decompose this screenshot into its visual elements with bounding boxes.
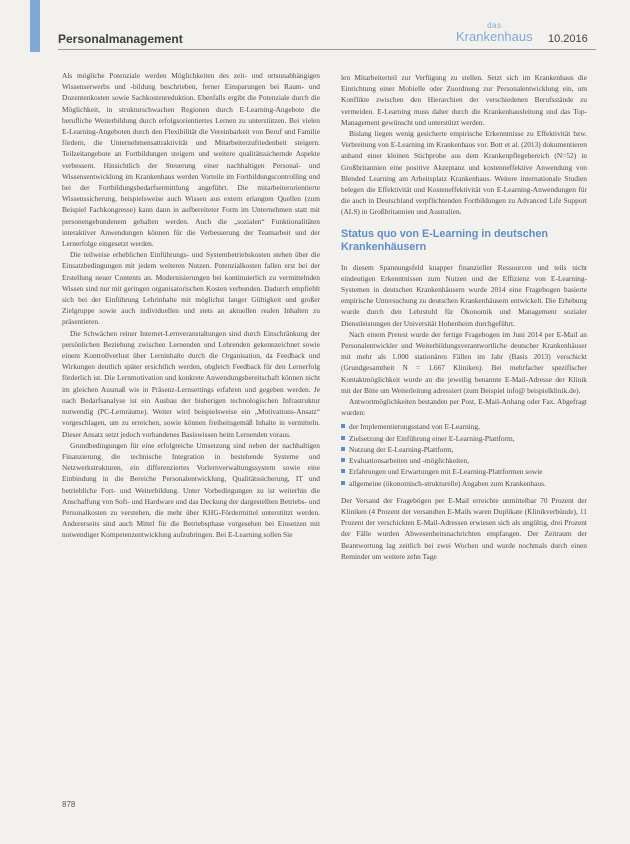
list-item: Erfahrungen und Erwartungen mit E-Learning-Plattformen sowie bbox=[341, 466, 587, 477]
paragraph: Antwortmöglichkeiten bestanden per Post, E-Mail-Anhang oder Fax. Abgefragt wurden: bbox=[341, 397, 587, 418]
list-item: der Implementierungsstand von E-Learning, bbox=[341, 421, 587, 432]
survey-topics-list bbox=[341, 421, 587, 488]
paragraph: Der Versand der Fragebögen per E-Mail erreichte unmittelbar 70 Prozent der Kliniken (4 Prozent der versandten E-Mails waren Duplikate (Klinikverbünde), 11 Prozent der verschickten E-Mail-Adressen erwiesen sich als ungültig, drei Prozent der Fälle wurden Abwesenheitsnachrichten empfangen. Der Zeitraum der Beantwortung lag zeitlich bei zwei Wochen und wurde nochmals durch einen Reminder um weitere zehn Tage bbox=[341, 495, 587, 561]
paragraph: Grundbedingungen für eine erfolgreiche Umsetzung sind neben der nachhaltigen Finanzierung die technische Integration in bestehende Systeme und Netzwerkstrukturen, ein differenziertes Vorlernverwaltungssystem sowie eine Einbindung in die Bereiche Personalentwicklung, Qualitätssicherung, IT und betriebliche Fort- und Weiterbildung. Unter Vorbedingungen zu ist weiterhin die Anschaffung von Soft- und Hardware und das Deckung der dargestellten Betriebs- und Personalkosten zu verstehen, die mehr über KHG-Fördermittel unterstützt werden. Andererseits sind auch Mittel für die Betriebsphase vorgesehen bei Einsetzen mit notwendiger Kompetenzentwicklung aufzubringen. Bei E-Learning sollen Sie bbox=[62, 440, 320, 540]
running-header-section: Personalmanagement bbox=[58, 32, 183, 46]
list-item: allgemeine (ökonomisch-strukturelle) Angaben zum Krankenhaus. bbox=[341, 478, 587, 489]
paragraph: Als mögliche Potenziale werden Möglichkeiten des zeit- und ortsunabhängigen Wissenserwerbs und -bildung beschrieben, ferner Einsparungen bei Raum- und Dozentenkosten sowie Sachkostenreduktion. Ebenfalls ergibt die Potenziale durch die Möglichkeit, in strukturschwachen Regionen durch E-Learning-Angebote die berufliche Weiterbildung durch erfolgsorientiertes Lernen zu unterstützen. Bei vielen E-Learning-Angeboten durch den Flexibilität die Vereinbarkeit von Beruf und Familie fördern, die Unternehmensattraktivität und Mitarbeiterzufriedenheit steigern. Teilzeitangebote an Fortbildungen steigern und weitere qualitätssichernde Aspekte verbessern. Hinsichtlich der Steuerung einer nachhaltigen Personal- und Wissensentwicklung im Krankenhaus werden Vorteile im Fortbildungscontrolling und bei der Fortbildungsbedarfsermittlung angeführt. Die mitarbeiterorientierte Wissenssicherung, beispielsweise auch Wissen aus extern erlangten Quellen (zum Beispiel Fachkongresse) kann dann in aufbereiteter Form im Unternehmen statt mit personengebundenem gehalten werden. Auch die „sozialen“ Funktionalitäten interaktiver Anwendungen können für die Verbesserung der Teamarbeit und der Lernerfolge eingesetzt werden. bbox=[62, 71, 320, 249]
list-item: Zielsetzung der Einführung einer E-Learning-Plattform, bbox=[341, 433, 587, 444]
section-heading: Status quo von E-Learning in deutschen Krankenhäusern bbox=[341, 227, 548, 253]
right-column bbox=[341, 72, 587, 562]
page-number: 878 bbox=[62, 800, 76, 809]
list-item: Nutzung der E-Learning-Plattform, bbox=[341, 444, 587, 455]
paragraph: len Mitarbeiterteil zur Verfügung zu stellen. Setzt sich im Krankenhaus die Einrichtung einer Mobielle oder Zuordnung zur Personalentwicklung ein, um Konflikte zwischen den Hierarchien der verschiedenen Berufsstände zu vermeiden. E-Learning muss daher durch die Krankenhausleitung und das Top-Management gewünscht und unterstützt werden. bbox=[341, 73, 587, 127]
paragraph: Die Schwächen reiner Internet-Lernveranstaltungen sind durch Einschränkung der persönlichen Beziehung zwischen Lernenden und Lehrenden gekennzeichnet sowie einem Kontrollverlust über Lerninhalte durch die Organisation, da Feedback und Wirkungen deutlich später ersichtlich werden, obgleich Feedback für den Lernerfolg förderlich ist. Die Lernmotivation und konkrete Anwendungsbereitschaft können nicht im gleichen Ausmaß wie in Präsenz-Lernsettings erfahren und gegeben werden. Je nach Bedarfsanalyse ist ein Ausbau der bisherigen technologischen Infrastruktur notwendig (PC-Lernräume). Weiter wird beispielsweise ein „Motivations-Ansatz“ vorgeschlagen, um zu erreichen, sowie können freiheitsgemäß Inhalte in vermitteln. Dieser Ansatz setzt jedoch vorhandenes Basiswissen beim Lernenden voraus. bbox=[62, 328, 320, 439]
header-divider bbox=[58, 49, 596, 50]
paragraph: Nach einem Pretest wurde der fertige Fragebogen im Juni 2014 per E-Mail an Personalentwickler und Weiterbildungsverantwortliche deutscher Krankenhäuser mit mehr als 1.000 stationären Fällen im Jahr (Basis 2013) verschickt (Grundgesamtheit N = 1.667 Kliniken). Bei mehrfacher spezifischer Kontaktmöglichkeit wurde an die jeweilig benannte E-Mail-Adresse der Klinik mit der Bitte um Weiterleitung adressiert (zum Beispiel info@ beispielklinik.de). bbox=[341, 329, 587, 395]
section-color-tab bbox=[30, 0, 40, 52]
paragraph: In diesem Spannungsfeld knapper finanzieller Ressourcen und teils nicht eindeutigen Erkenntnissen zum Nutzen und der Effizienz von E-Learning-Systemen in deutschen Krankenhäusern wurde 2014 eine Fragebogen basierte empirische Untersuchung zu deutschen Krankenhäusern entwickelt. Die Erhebung wurde durch den Lehrstuhl für Ökonomik und Management sozialer Dienstleistungen der Universität Hohenheim durchgeführt. bbox=[341, 262, 587, 328]
paragraph: Bislang liegen wenig gesicherte empirische Erkenntnisse zu Effektivität bzw. Verbreitung von E-Learning im Krankenhaus vor. Bott et al. (2013) dokumentieren anhand einer kleinen Stichprobe aus dem Krankenpflegebereich (N=52) in Großbritannien eine positive Akzeptanz und kostenneffektive Anwendung von Blended Learning am Arbeitsplatz Krankenhaus. Weitere internationale Studien belegen die Effektivität und Kosteneffektivität von E-Learning-Anwendungen für die auch in Deutschland verpflichtenden Fortbildungen zu Advanced Life Support (ALS) in Großbritannien und Australien. bbox=[341, 129, 587, 217]
brand-name-text: Krankenhaus bbox=[456, 29, 533, 44]
brand-small-text: das bbox=[487, 21, 502, 30]
left-column bbox=[62, 70, 320, 541]
paragraph: Die teilweise erheblichen Einführungs- und Systembetriebskosten stehen über die Einsatzbedingungen mit jedem weiteren Nutzen. Potenzialkosten fallen erst bei der Erstellung neuer Contents an. Modernisierungen bei kontinuierlich zu vermittelnden Wissen sind nur mit geringen organisatorischen Kosten verbunden. Dadurch empfiehlt sich bei der Einführung Lehrinhalte mit möglichst langer Gültigkeit und großer Zielgruppe sowie auch individuellen und stets an aktuellen realen Inhalten zu präsentieren. bbox=[62, 250, 320, 327]
issue-date: 10.2016 bbox=[548, 33, 588, 45]
magazine-brand-logo bbox=[456, 22, 533, 43]
list-item: Evaluationsarbeiten und -möglichkeiten, bbox=[341, 455, 587, 466]
